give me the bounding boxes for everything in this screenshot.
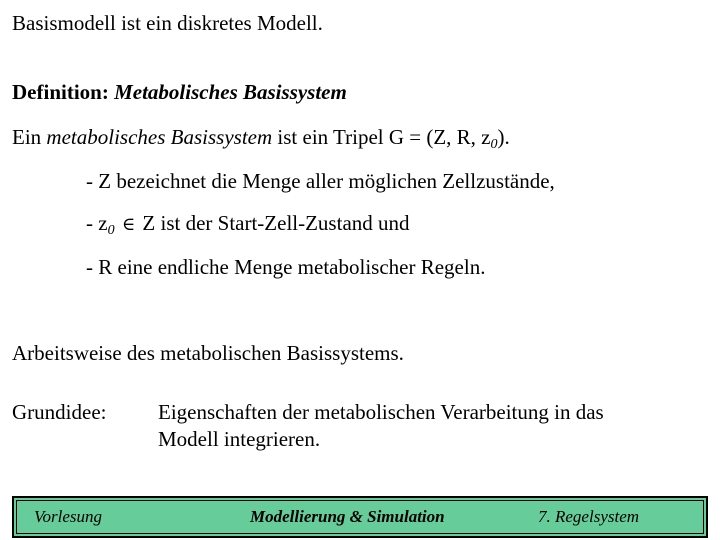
intro-line: Basismodell ist ein diskretes Modell. [12,11,323,35]
statement-suffix: ). [497,125,510,149]
grundidee-line-1: Eigenschaften der metabolischen Verarbeitung in das [158,400,604,424]
definition-statement [12,124,510,150]
element-of-symbol: ∈ [121,214,136,235]
definition-label: Definition: [12,80,109,104]
definition-heading [12,79,347,105]
footer-left: Vorlesung [34,507,102,526]
bullet-r: - R eine endliche Menge metabolischer Regeln. [86,255,486,279]
statement-prefix: Ein [12,125,47,149]
bullet-z0-subscript: 0 [107,223,115,238]
bullet-z0-suffix: Z ist der Start-Zell-Zustand und [142,211,410,235]
statement-subscript: 0 [490,137,498,152]
grundidee-label: Grundidee: [12,400,107,424]
bullet-z: - Z bezeichnet die Menge aller möglichen Zellzustände, [86,169,555,193]
bullet-z0 [86,210,410,238]
bullet-z0-prefix: - z [86,211,108,235]
definition-title: Metabolisches Basissystem [114,80,347,104]
footer-bar [12,496,708,538]
statement-middle: ist ein Tripel G = (Z, R, z [272,125,491,149]
statement-term: metabolisches Basissystem [46,125,273,149]
footer-right: 7. Regelsystem [538,507,640,526]
grundidee-line-2: Modell integrieren. [158,427,321,451]
section-heading: Arbeitsweise des metabolischen Basissystems. [12,341,404,365]
footer-center: Modellierung & Simulation [250,507,445,526]
